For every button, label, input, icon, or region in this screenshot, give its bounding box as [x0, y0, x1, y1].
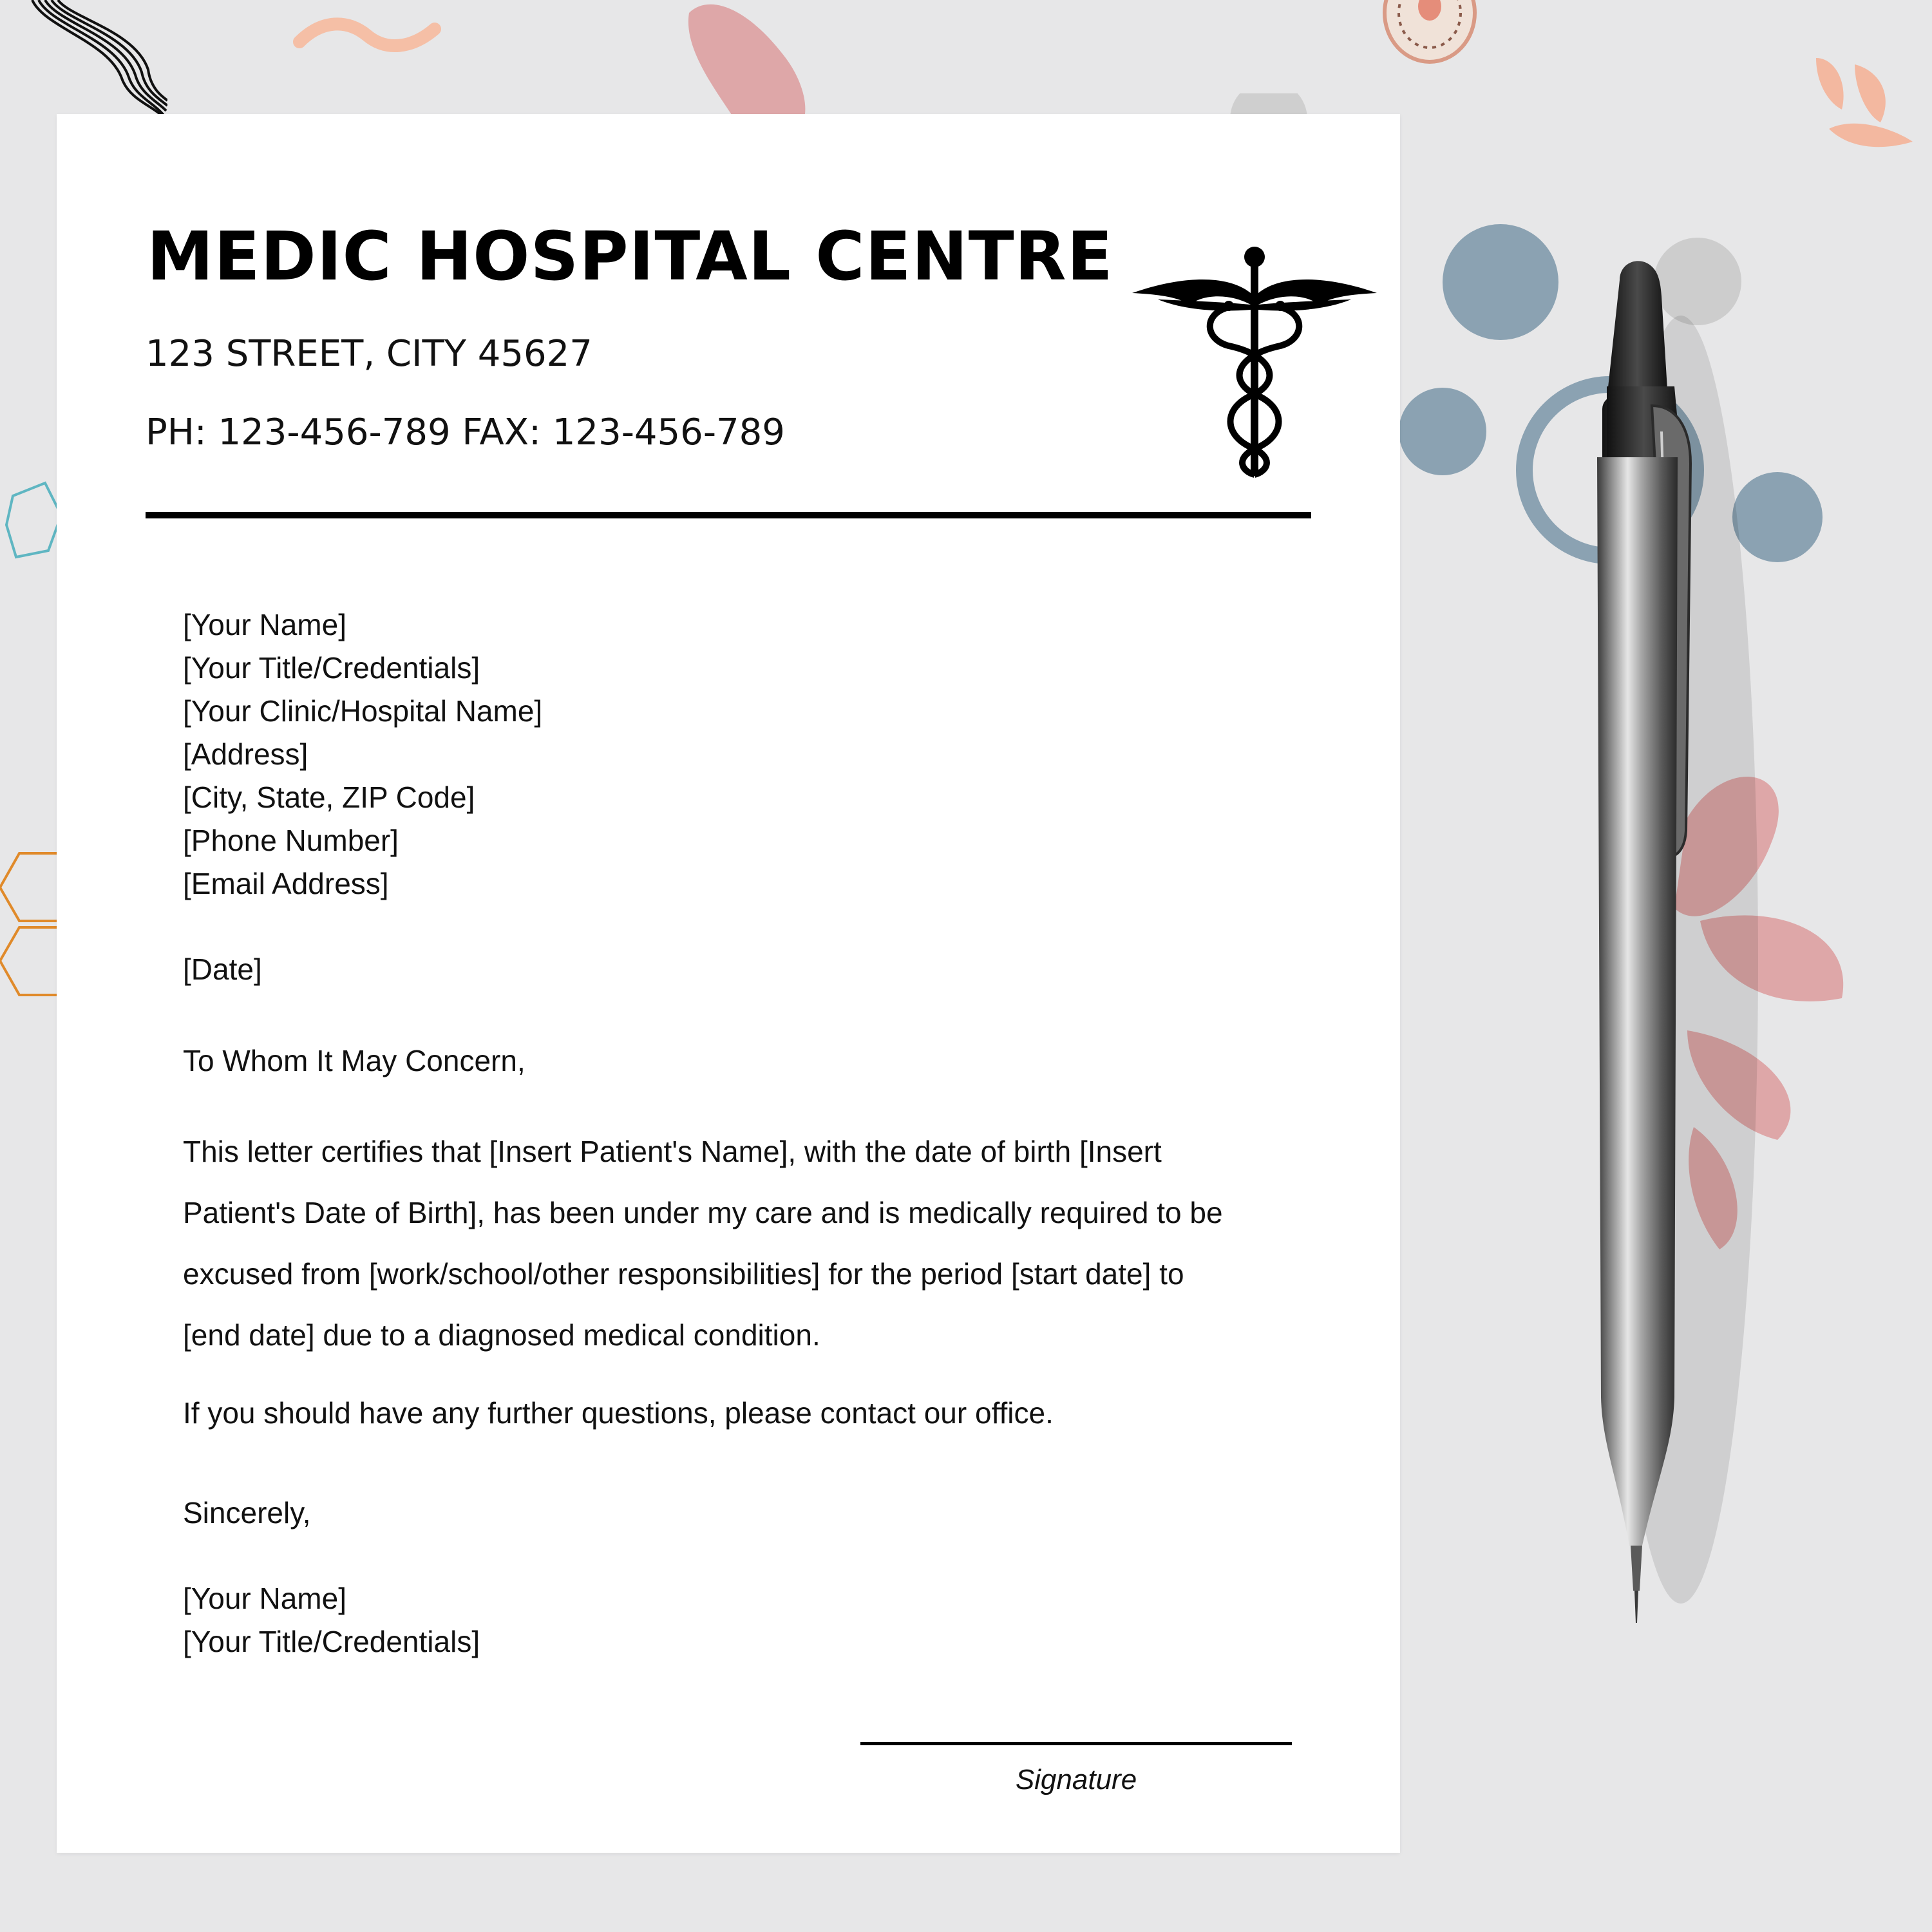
signature-line: [860, 1742, 1292, 1745]
body-line: excused from [work/school/other responsibilities] for the period [start date] to: [183, 1257, 1184, 1291]
sender-city-state-zip: [City, State, ZIP Code]: [183, 781, 475, 814]
hospital-address: 123 STREET, CITY 45627: [146, 333, 592, 375]
closing: Sincerely,: [183, 1496, 311, 1530]
hospital-contact: PH: 123-456-789 FAX: 123-456-789: [146, 412, 785, 453]
letter-body: [183, 603, 1303, 1663]
letter-page: [57, 114, 1400, 1853]
teal-hexagon-decoration: [0, 477, 64, 567]
body-line: [end date] due to a diagnosed medical condition.: [183, 1318, 820, 1352]
sender-clinic: [Your Clinic/Hospital Name]: [183, 694, 543, 728]
signature-label: Signature: [1015, 1764, 1137, 1795]
caduceus-icon: [1132, 243, 1377, 481]
squiggle-lines-decoration: [26, 0, 167, 116]
sender-address: [Address]: [183, 737, 308, 771]
wave-decoration: [290, 13, 444, 58]
pen-image: [1546, 251, 1777, 1642]
hospital-name: MEDIC HOSPITAL CENTRE: [147, 217, 1113, 296]
pink-petal-decoration-top: [670, 0, 824, 129]
signoff-name: [Your Name]: [183, 1582, 346, 1615]
body-paragraph: [183, 1121, 1303, 1366]
letter-date: [Date]: [183, 952, 262, 986]
peach-leaf-decoration: [1803, 45, 1932, 148]
sender-email: [Email Address]: [183, 867, 389, 900]
salutation: To Whom It May Concern,: [183, 1044, 526, 1077]
sender-name: [Your Name]: [183, 608, 346, 641]
body-line: This letter certifies that [Insert Patient's Name], with the date of birth [Insert: [183, 1135, 1162, 1168]
header-divider: [146, 512, 1311, 518]
ornament-decoration: [1378, 0, 1481, 64]
body-line: Patient's Date of Birth], has been under my care and is medically required to be: [183, 1196, 1223, 1229]
sender-phone: [Phone Number]: [183, 824, 399, 857]
signoff-title: [Your Title/Credentials]: [183, 1625, 480, 1658]
closing-question: If you should have any further questions, please contact our office.: [183, 1396, 1054, 1430]
sender-title: [Your Title/Credentials]: [183, 651, 480, 685]
orange-hexagons-decoration: [0, 844, 64, 1005]
